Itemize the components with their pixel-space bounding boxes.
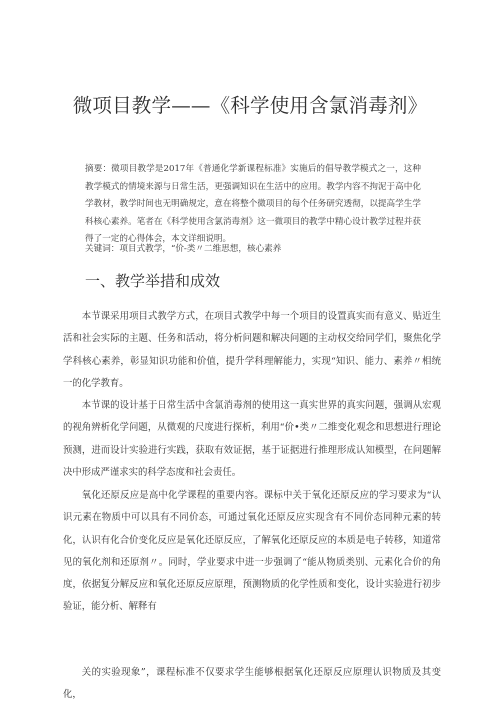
section-heading: 一、教学举措和成效 xyxy=(85,272,221,290)
abstract-paragraph: 摘要：微项目教学是2017年《普通化学新课程标准》实施后的倡导教学模式之一，这种教学模式的情境来源与日常生活，更强调知识在生活中的应用。教学内容不拘泥于高中化学教材，教学时间也无明确规定，意在将整个微项目的每个任务研究透彻，以提高学生学科核心素养。笔者在《科学使用含氯消毒剂》这一微项目的教学中精心设计教学过程并获得了一定的心得体会，本文详细说明。 xyxy=(85,164,421,244)
keywords-line: 关键词：项目式教学，“价-类〃二维思想，核心素养 xyxy=(85,244,282,254)
body-paragraph-1: 本节课采用项目式教学方式，在项目式教学中每一个项目的设置真实而有意义、贴近生活和社会实际的主题、任务和活动，将分析问题和解决问题的主动权交给同学们，聚焦化学学科核心素养，彰显知识功能和价值，提升学科理解能力，实现“知识、能力、素养〃相统一的化学教育。 xyxy=(63,311,441,389)
body-paragraph-2: 本节课的设计基于日常生活中含氯消毒剂的使用这一真实世界的真实问题，强调从宏观的视角辨析化学问题，从微观的尺度进行探析，利用“价•类〃二维变化观念和思想进行理论预测，进而设计实验进行实践，获取有效证据，基于证据进行推理形成认知模型，在问题解决中形成严谨求实的科学态度和社会责任。 xyxy=(63,400,441,478)
document-title: 微项目教学——《科学使用含氯消毒剂》 xyxy=(72,94,428,117)
body-paragraph-3: 氧化还原反应是高中化学课程的重要内容。课标中关于氧化还原反应的学习要求为“认识元素在物质中可以具有不同价态，可通过氧化还原反应实现含有不同价态同种元素的转化，认识有化合价变化反应是氧化还原反应，了解氧化还原反应的本质是电子转移，知道常见的氧化剂和还原剂〃。同时，学业要求中进一步强调了“能从物质类别、元素化合价的角度，依据复分解反应和氧化还原反应原理，预测物质的化学性质和变化，设计实验进行初步验证，能分析、解释有 xyxy=(63,490,441,613)
body-paragraph-4: 关的实验现象”，课程标准不仅要求学生能够根据氧化还原反应原理认识物质及其变化， xyxy=(63,667,441,701)
